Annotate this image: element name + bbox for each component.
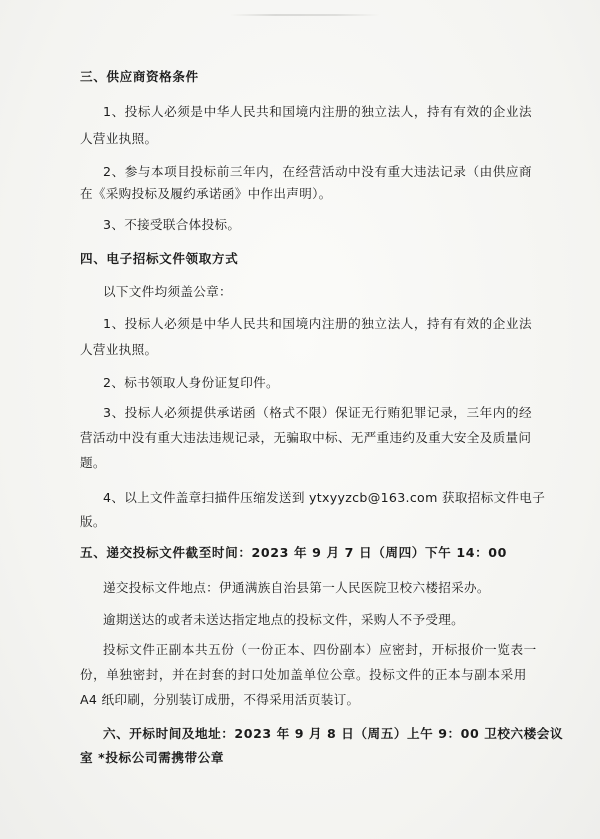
qualification-item-2-line-1: 2、参与本项目投标前三年内，在经营活动中没有重大违法记录（由供应商 <box>103 164 533 179</box>
scan-artifact <box>230 14 380 16</box>
documents-item-1-line-2: 人营业执照。 <box>80 342 158 357</box>
section-heading-deadline: 五、递交投标文件截至时间：2023 年 9 月 7 日（周四）下午 14：00 <box>80 545 507 560</box>
documents-intro: 以下文件均须盖公章： <box>103 284 232 299</box>
qualification-item-2-line-2: 在《采购投标及履约承诺函》中作出声明）。 <box>80 186 332 201</box>
section-heading-qualifications: 三、供应商资格条件 <box>80 69 199 84</box>
qualification-item-1-line-1: 1、投标人必须是中华人民共和国境内注册的独立法人，持有有效的企业法 <box>103 104 533 119</box>
deadline-copies-line-1: 投标文件正副本共五份（一份正本、四份副本）应密封，开标报价一览表一 <box>103 642 537 657</box>
section-heading-opening-line-2: 室 *投标公司需携带公章 <box>80 750 225 765</box>
qualification-item-3: 3、不接受联合体投标。 <box>103 217 241 232</box>
documents-item-3-line-2: 营活动中没有重大违法违规记录，无骗取中标、无严重违约及重大安全及质量问 <box>80 430 532 445</box>
deadline-late-notice: 逾期送达的或者未送达指定地点的投标文件，采购人不予受理。 <box>103 612 465 627</box>
deadline-copies-line-3: A4 纸印刷，分别装订成册，不得采用活页装订。 <box>80 692 360 707</box>
documents-item-4-line-1: 4、以上文件盖章扫描件压缩发送到 ytxyyzcb@163.com 获取招标文件电子 <box>103 490 546 505</box>
section-heading-opening-line-1: 六、开标时间及地址：2023 年 9 月 8 日（周五）上午 9：00 卫校六楼会议 <box>103 726 564 741</box>
deadline-copies-line-2: 份，单独密封，并在封套的封口处加盖单位公章。投标文件的正本与副本采用 <box>80 667 527 682</box>
documents-item-3-line-1: 3、投标人必须提供承诺函（格式不限）保证无行贿犯罪记录，三年内的经 <box>103 405 533 420</box>
documents-item-1-line-1: 1、投标人必须是中华人民共和国境内注册的独立法人，持有有效的企业法 <box>103 316 533 331</box>
deadline-location: 递交投标文件地点：伊通满族自治县第一人民医院卫校六楼招采办。 <box>103 580 490 595</box>
documents-item-2: 2、标书领取人身份证复印件。 <box>103 375 279 390</box>
section-heading-documents: 四、电子招标文件领取方式 <box>80 251 239 266</box>
qualification-item-1-line-2: 人营业执照。 <box>80 131 158 146</box>
documents-item-4-line-2: 版。 <box>80 514 106 529</box>
documents-item-3-line-3: 题。 <box>80 455 106 470</box>
